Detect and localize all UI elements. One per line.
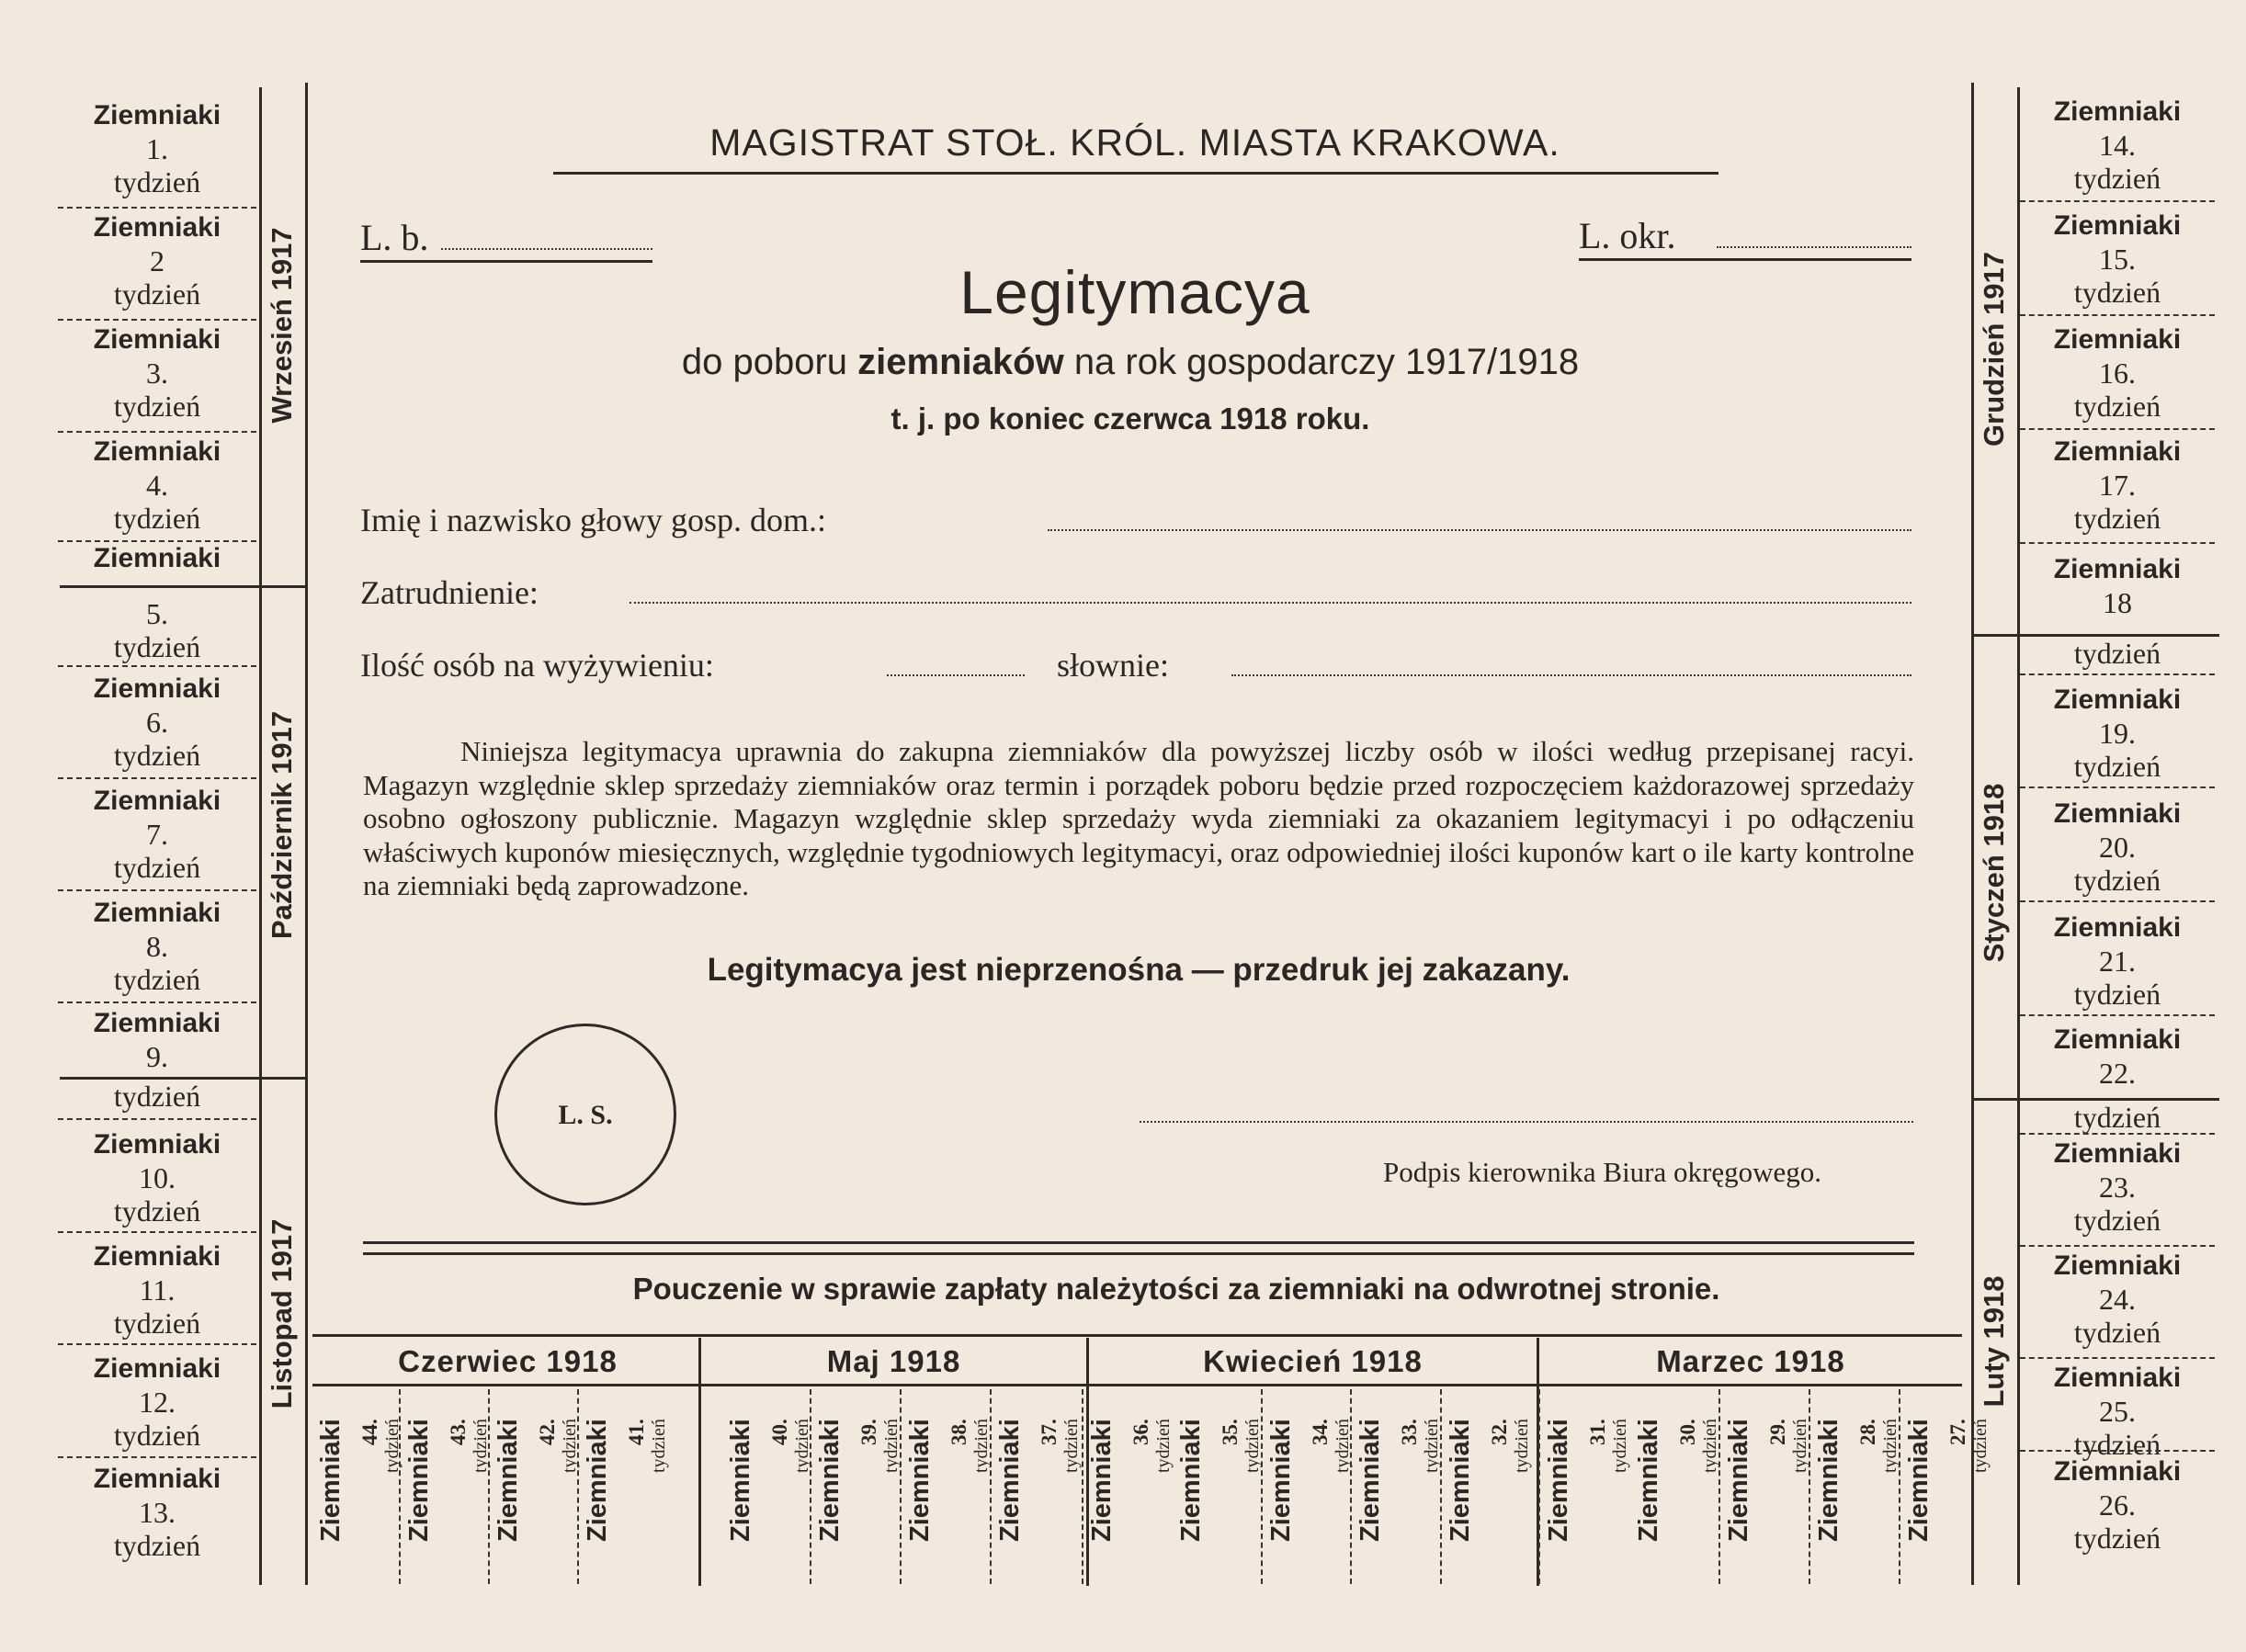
coupon-word: Ziemniaki — [2053, 1250, 2182, 1281]
coupon-number: 3. — [146, 356, 168, 390]
coupon-cell[interactable] — [60, 1240, 255, 1340]
coupon-word: Ziemniaki — [93, 543, 221, 573]
coupon-cell-label — [1038, 1419, 1082, 1639]
coupon-cell[interactable] — [1904, 1419, 1946, 1639]
coupon-week: tydzień — [1790, 1419, 1810, 1473]
coupon-week: tydzień — [1610, 1419, 1630, 1473]
coupon-cell[interactable] — [2022, 684, 2213, 783]
coupon-cell[interactable] — [2022, 911, 2213, 1011]
title: Legitymacya — [959, 258, 1310, 326]
coupon-word: Ziemniaki — [1544, 1419, 1573, 1542]
coupon-word: Ziemniaki — [404, 1419, 434, 1542]
coupon-cell[interactable] — [905, 1419, 947, 1639]
coupon-number: 40. — [768, 1419, 791, 1445]
coupon-number: 33. — [1398, 1419, 1421, 1445]
coupon-word: Ziemniaki — [93, 673, 221, 704]
month-marzec: Marzec 1918 — [1656, 1344, 1845, 1378]
coupon-word: Ziemniaki — [1266, 1419, 1296, 1542]
month-grudzien: Grudzień 1917 — [1978, 252, 2010, 447]
coupon-week: tydzień — [2073, 1428, 2161, 1461]
coupon-word: Ziemniaki — [2053, 912, 2182, 943]
coupon-cell-label — [1946, 1419, 1991, 1639]
coupon-word: Ziemniaki — [2053, 685, 2182, 715]
coupon-week: tydzień — [2073, 1522, 2161, 1555]
coupon-cell-label — [358, 1419, 403, 1639]
coupon-number: 7. — [146, 818, 168, 851]
header: MAGISTRAT STOŁ. KRÓL. MIASTA KRAKOWA. — [709, 121, 1560, 164]
coupon-cell[interactable] — [60, 211, 255, 311]
coupon-cell[interactable] — [2022, 1455, 2213, 1555]
words-label: słownie: — [1057, 647, 1169, 684]
coupon-cell-label — [1766, 1419, 1810, 1639]
coupon-number: 25. — [2099, 1395, 2136, 1428]
words-field[interactable] — [1231, 674, 1911, 676]
coupon-week: tydzień — [1422, 1419, 1442, 1473]
coupon-week: tydzień — [2073, 502, 2161, 535]
coupon-number: 26. — [2099, 1488, 2136, 1522]
coupon-week: tydzień — [2073, 390, 2161, 423]
coupon-number: 30. — [1676, 1419, 1699, 1445]
coupon-number: 17. — [2099, 469, 2136, 502]
coupon-week: tydzień — [113, 277, 201, 311]
coupon-word: Ziemniaki — [2053, 1456, 2182, 1487]
coupon-cell[interactable] — [404, 1419, 447, 1639]
persons-label: Ilość osób na wyżywieniu: — [360, 647, 714, 684]
coupon-week: tydzień — [113, 1307, 201, 1340]
coupon-cell-label — [768, 1419, 812, 1639]
coupon-cell[interactable] — [316, 1419, 358, 1639]
coupon-number: 43. — [447, 1419, 470, 1445]
month-pazdziernik: Październik 1917 — [266, 710, 298, 940]
coupon-number: 34. — [1309, 1419, 1332, 1445]
coupon-word: Ziemniaki — [2053, 1024, 2182, 1055]
coupon-cell[interactable] — [2022, 436, 2213, 535]
coupon-word: Ziemniaki — [2053, 96, 2182, 127]
coupon-week: tydzień — [2073, 162, 2161, 195]
signature-label: Podpis kierownika Biura okręgowego. — [1383, 1156, 1821, 1188]
coupon-cell[interactable] — [2022, 1137, 2213, 1237]
coupon-word: Ziemniaki — [2053, 436, 2182, 467]
coupon-word: Ziemniaki — [995, 1419, 1025, 1542]
coupon-week: tydzień — [471, 1419, 491, 1473]
coupon-cell[interactable] — [60, 673, 255, 772]
coupon-cell[interactable] — [2022, 1250, 2213, 1349]
coupon-week: tydzień — [2073, 1316, 2161, 1349]
coupon-word: Ziemniaki — [2053, 554, 2182, 584]
coupon-cell[interactable] — [2022, 1024, 2213, 1090]
coupon-week: tydzień — [113, 630, 201, 663]
coupon-word: Ziemniaki — [93, 436, 221, 467]
coupon-week: tydzień — [1153, 1419, 1174, 1473]
coupon-cell[interactable] — [2022, 1101, 2213, 1134]
coupon-number: 44. — [358, 1419, 381, 1445]
coupon-number: 37. — [1038, 1419, 1061, 1445]
coupon-week: tydzień — [113, 851, 201, 884]
coupon-week: tydzień — [113, 502, 201, 535]
coupon-word: Ziemniaki — [905, 1419, 935, 1542]
coupon-cell[interactable] — [493, 1419, 536, 1639]
coupon-week: tydzień — [113, 165, 201, 198]
coupon-cell[interactable] — [2022, 323, 2213, 423]
coupon-cell[interactable] — [60, 542, 255, 575]
warning: Legitymacya jest nieprzenośna — przedruk jej zakazany. — [707, 952, 1571, 988]
month-luty: Luty 1918 — [1978, 1275, 2010, 1408]
coupon-cell[interactable] — [815, 1419, 857, 1639]
coupon-week: tydzień — [113, 1080, 201, 1113]
employment-field[interactable] — [630, 602, 1911, 604]
coupon-word: Ziemniaki — [2053, 1138, 2182, 1169]
coupon-cell[interactable] — [2022, 798, 2213, 897]
coupon-number: 6. — [146, 706, 168, 739]
coupon-word: Ziemniaki — [93, 1129, 221, 1160]
coupon-number: 9. — [146, 1040, 168, 1073]
coupon-cell[interactable] — [1446, 1419, 1488, 1639]
coupon-number: 8. — [146, 930, 168, 963]
coupon-week: tydzień — [113, 1419, 201, 1452]
coupon-number: 14. — [2099, 129, 2136, 162]
coupon-week: tydzień — [2073, 276, 2161, 309]
month-kwiecien: Kwiecień 1918 — [1203, 1344, 1423, 1378]
coupon-cell[interactable] — [60, 323, 255, 423]
coupon-number: 24. — [2099, 1283, 2136, 1316]
coupon-number: 21. — [2099, 945, 2136, 978]
coupon-word: Ziemniaki — [1176, 1419, 1206, 1542]
coupon-number: 36. — [1129, 1419, 1152, 1445]
coupon-cell-label — [857, 1419, 902, 1639]
coupon-cell[interactable] — [995, 1419, 1038, 1639]
coupon-cell[interactable] — [2022, 1362, 2213, 1461]
coupon-word: Ziemniaki — [93, 1464, 221, 1494]
coupon-word: Ziemniaki — [1634, 1419, 1663, 1542]
coupon-week: tydzień — [971, 1419, 992, 1473]
subtitle-pre: do poboru — [681, 342, 848, 382]
coupon-word: Ziemniaki — [2053, 210, 2182, 241]
coupon-word: Ziemniaki — [93, 100, 221, 130]
coupon-cell[interactable] — [60, 436, 255, 535]
coupon-number: 16. — [2099, 356, 2136, 390]
coupon-week: tydzień — [2073, 750, 2161, 783]
coupon-word: Ziemniaki — [815, 1419, 845, 1542]
coupon-word: Ziemniaki — [726, 1419, 755, 1542]
coupon-word: Ziemniaki — [493, 1419, 523, 1542]
coupon-cell[interactable] — [2022, 96, 2213, 195]
coupon-word: Ziemniaki — [583, 1419, 612, 1542]
coupon-week: tydzień — [792, 1419, 812, 1473]
coupon-number: 1. — [146, 132, 168, 165]
persons-field[interactable] — [887, 674, 1025, 676]
coupon-word: Ziemniaki — [1814, 1419, 1843, 1542]
coupon-week: tydzień — [1880, 1419, 1900, 1473]
coupon-week: tydzień — [2073, 978, 2161, 1011]
coupon-cell-label — [1586, 1419, 1630, 1639]
coupon-cell-label — [1676, 1419, 1720, 1639]
coupon-word: Ziemniaki — [1724, 1419, 1753, 1542]
coupon-cell[interactable] — [60, 1007, 255, 1073]
coupon-word: Ziemniaki — [1087, 1419, 1117, 1542]
coupon-cell-label — [1129, 1419, 1174, 1639]
notice: Pouczenie w sprawie zapłaty należytości za ziemniaki na odwrotnej stronie. — [632, 1272, 1720, 1306]
coupon-word: Ziemniaki — [93, 212, 221, 243]
coupon-cell[interactable] — [60, 1352, 255, 1452]
coupon-cell[interactable] — [1814, 1419, 1856, 1639]
coupon-week: tydzień — [2073, 637, 2161, 670]
coupon-word: Ziemniaki — [93, 1008, 221, 1038]
coupon-number: 10. — [139, 1161, 176, 1194]
lokr-label: L. okr. — [1579, 215, 1676, 256]
coupon-number: 39. — [857, 1419, 880, 1445]
month-maj: Maj 1918 — [826, 1344, 961, 1378]
coupon-cell[interactable] — [60, 785, 255, 884]
coupon-number: 42. — [536, 1419, 559, 1445]
coupon-cell[interactable] — [2022, 553, 2213, 619]
coupon-cell[interactable] — [60, 1463, 255, 1562]
coupon-number: 15. — [2099, 243, 2136, 276]
seal-label: L. S. — [558, 1100, 613, 1130]
coupon-week: tydzień — [1242, 1419, 1263, 1473]
coupon-week: tydzień — [2073, 1101, 2161, 1134]
coupon-number: 18 — [2103, 586, 2132, 619]
subtitle-2: t. j. po koniec czerwca 1918 roku. — [890, 402, 1370, 436]
body-text: Niniejsza legitymacya uprawnia do zakupna ziemniaków dla powyższej liczby osób w ilości według przepisanej racyi. Magazyn względnie sklep sprzedaży ziemniaków oraz termin i porządek poboru będzie przed rozpoczęciem każdorazowej sprzedaży osobno ogłoszony publicznie. Magazyn względnie sklep sprzedaży wyda ziemniaki za okazaniem legitymacyi i po odłączeniu właściwych kuponów miesięcznych, względnie tygodniowych legitymacyi, oraz odpowiedniej ilości kuponów kart o ile karty kontrolne na ziemniaki będą zaprowadzone. — [363, 735, 1914, 901]
coupon-cell[interactable] — [1724, 1419, 1766, 1639]
coupon-week: tydzień — [2073, 1204, 2161, 1237]
coupon-cell-label — [1398, 1419, 1442, 1639]
coupon-week: tydzień — [2073, 864, 2161, 897]
coupon-word: Ziemniaki — [316, 1419, 346, 1542]
coupon-number: 2 — [150, 244, 164, 277]
coupon-number: 27. — [1946, 1419, 1969, 1445]
coupon-number: 38. — [947, 1419, 970, 1445]
coupon-cell[interactable] — [1266, 1419, 1309, 1639]
signature-line[interactable] — [1140, 1121, 1913, 1123]
coupon-week: tydzień — [113, 963, 201, 996]
month-wrzesien: Wrzesień 1917 — [266, 227, 298, 424]
coupon-cell[interactable] — [726, 1419, 768, 1639]
coupon-week: tydzień — [560, 1419, 580, 1473]
coupon-week: tydzień — [113, 390, 201, 423]
coupon-word: Ziemniaki — [93, 324, 221, 355]
coupon-cell-label — [947, 1419, 992, 1639]
coupon-number: 12. — [139, 1386, 176, 1419]
subtitle-post: na rok gospodarczy 1917/1918 — [1073, 342, 1580, 382]
month-styczen: Styczeń 1918 — [1978, 783, 2010, 963]
coupon-cell[interactable] — [1634, 1419, 1676, 1639]
employment-label: Zatrudnienie: — [360, 574, 539, 611]
coupon-number: 31. — [1586, 1419, 1609, 1445]
coupon-number: 22. — [2099, 1057, 2136, 1090]
coupon-word: Ziemniaki — [1446, 1419, 1475, 1542]
coupon-word: Ziemniaki — [93, 898, 221, 928]
coupon-number: 4. — [146, 469, 168, 502]
coupon-number: 23. — [2099, 1171, 2136, 1204]
coupon-number: 13. — [139, 1496, 176, 1529]
coupon-week: tydzień — [649, 1419, 669, 1473]
coupon-cell[interactable] — [60, 897, 255, 996]
coupon-word: Ziemniaki — [1356, 1419, 1385, 1542]
coupon-cell[interactable] — [583, 1419, 625, 1639]
head-label: Imię i nazwisko głowy gosp. dom.: — [360, 502, 826, 538]
coupon-cell[interactable] — [1544, 1419, 1586, 1639]
coupon-cell-label — [1309, 1419, 1353, 1639]
coupon-number: 32. — [1488, 1419, 1511, 1445]
month-czerwiec: Czerwiec 1918 — [398, 1344, 618, 1378]
coupon-week: tydzień — [113, 739, 201, 772]
coupon-week: tydzień — [113, 1194, 201, 1228]
coupon-word: Ziemniaki — [1904, 1419, 1934, 1542]
coupon-cell-label — [447, 1419, 491, 1639]
subtitle — [414, 342, 1847, 383]
coupon-week: tydzień — [382, 1419, 403, 1473]
coupon-cell[interactable] — [60, 597, 255, 663]
coupon-number: 29. — [1766, 1419, 1789, 1445]
coupon-number: 11. — [139, 1273, 176, 1307]
coupon-word: Ziemniaki — [2053, 798, 2182, 829]
coupon-number: 20. — [2099, 831, 2136, 864]
coupon-number: 28. — [1856, 1419, 1879, 1445]
subtitle-bold: ziemniaków — [857, 342, 1064, 382]
coupon-cell[interactable] — [60, 99, 255, 198]
coupon-cell[interactable] — [60, 1080, 255, 1113]
coupon-number: 35. — [1219, 1419, 1242, 1445]
coupon-cell[interactable] — [60, 1128, 255, 1228]
coupon-week: tydzień — [881, 1419, 902, 1473]
coupon-cell[interactable] — [2022, 209, 2213, 309]
coupon-cell[interactable] — [1356, 1419, 1398, 1639]
coupon-word: Ziemniaki — [93, 786, 221, 816]
lb-label: L. b. — [360, 217, 429, 258]
coupon-week: tydzień — [1970, 1419, 1991, 1473]
coupon-cell[interactable] — [2022, 637, 2213, 670]
coupon-cell-label — [536, 1419, 580, 1639]
coupon-cell-label — [625, 1419, 669, 1639]
coupon-cell[interactable] — [1087, 1419, 1129, 1639]
coupon-number: 41. — [625, 1419, 648, 1445]
coupon-week: tydzień — [1512, 1419, 1532, 1473]
coupon-cell[interactable] — [1176, 1419, 1219, 1639]
coupon-week: tydzień — [1700, 1419, 1720, 1473]
coupon-week: tydzień — [1061, 1419, 1082, 1473]
coupon-number: 19. — [2099, 717, 2136, 750]
coupon-word: Ziemniaki — [2053, 1363, 2182, 1393]
coupon-cell-label — [1219, 1419, 1263, 1639]
coupon-word: Ziemniaki — [2053, 324, 2182, 355]
coupon-week: tydzień — [1333, 1419, 1353, 1473]
coupon-number: 5. — [146, 597, 168, 630]
month-listopad: Listopad 1917 — [266, 1218, 298, 1409]
coupon-word: Ziemniaki — [93, 1353, 221, 1384]
coupon-cell-label — [1488, 1419, 1532, 1639]
coupon-word: Ziemniaki — [93, 1241, 221, 1272]
coupon-cell-label — [1856, 1419, 1900, 1639]
head-field[interactable] — [1048, 529, 1911, 531]
coupon-week: tydzień — [113, 1529, 201, 1562]
